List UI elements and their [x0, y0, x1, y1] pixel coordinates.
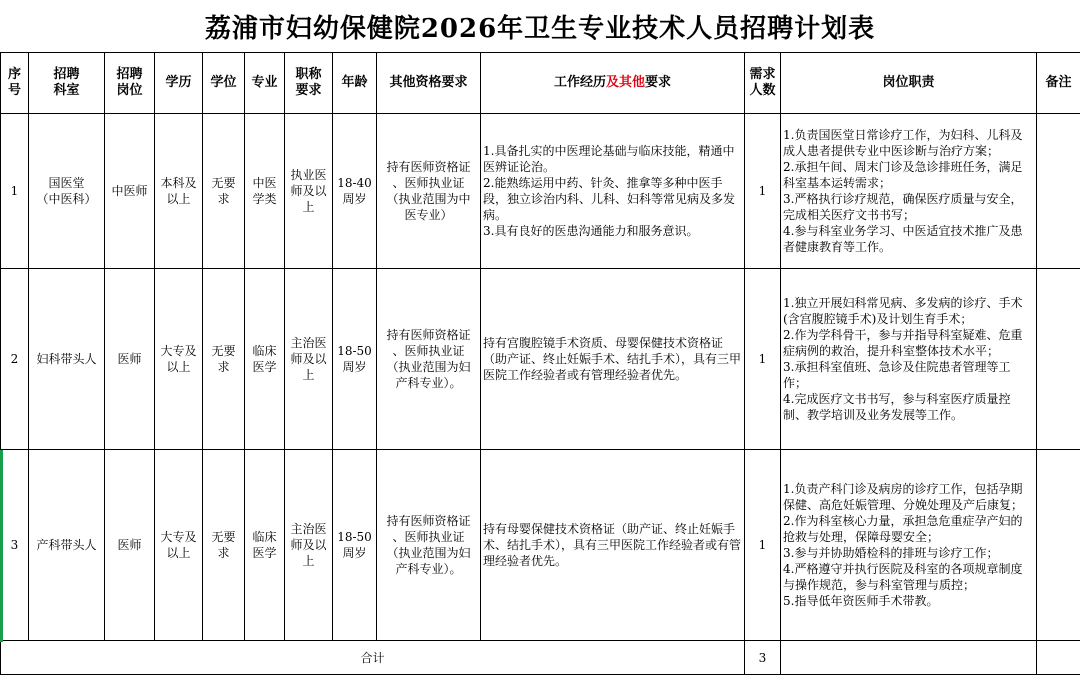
cell-edu: 大专及 以上: [155, 450, 203, 641]
cell-count: 1: [745, 269, 781, 450]
header-exp: [481, 53, 745, 114]
cell-dept: 产科带头人: [29, 450, 105, 641]
header-exp-a: 工作经历: [553, 75, 606, 90]
cell-qual: 持有医师资格证 、医师执业证 （执业范围为妇 产科专业）。: [377, 269, 481, 450]
cell-rank: 执业医 师及以 上: [285, 114, 333, 269]
cell-rank: 主治医 师及以 上: [285, 269, 333, 450]
header-qual: 其他资格要求: [377, 53, 481, 114]
cell-duty: 1.独立开展妇科常见病、多发病的诊疗、手术(含宫腹腔镜手术)及计划生育手术； 2.作为学科骨干，参与并指导科室疑难、危重症病例的救治，提升科室整体技术水平； 3.承担科室值班、急诊及住院患者管理等工作； 4.完成医疗文书书写，参与科室医疗质量控制、教学培训及业务发展等工作。: [781, 269, 1037, 450]
header-rank: 职称 要求: [285, 53, 333, 114]
cell-rank: 主治医 师及以 上: [285, 450, 333, 641]
cell-exp: 持有母婴保健技术资格证（助产证、终止妊娠手术、结扎手术），具有三甲医院工作经验者或有管理经验者优先。: [481, 450, 745, 641]
cell-duty: 1.负责国医堂日常诊疗工作，为妇科、儿科及成人患者提供专业中医诊断与治疗方案； 2.承担午间、周末门诊及急诊排班任务，满足科室基本运转需求； 3.严格执行诊疗规范，确保医疗质量与安全，完成相关医疗文书书写； 4.参与科室业务学习、中医适宜技术推广及患者健康教育等工作。: [781, 114, 1037, 269]
header-edu: 学历: [155, 53, 203, 114]
cell-exp: 1.具备扎实的中医理论基础与临床技能，精通中医辨证论治。 2.能熟练运用中药、针灸、推拿等多种中医手段，独立诊治内科、儿科、妇科等常见病及多发病。 3.具有良好的医患沟通能力和服务意识。: [481, 114, 745, 269]
header-degree: 学位: [203, 53, 245, 114]
cell-post: 医师: [105, 450, 155, 641]
cell-exp: 持有宫腹腔镜手术资质、母婴保健技术资格证（助产证、终止妊娠手术、结扎手术），具有三甲医院工作经验者或有管理经验者优先。: [481, 269, 745, 450]
cell-post: 医师: [105, 269, 155, 450]
recruitment-table: [0, 52, 1080, 675]
cell-age: 18-50 周岁: [333, 450, 377, 641]
total-count: 3: [745, 641, 781, 675]
header-duty: 岗位职责: [781, 53, 1037, 114]
cell-degree: 无要 求: [203, 450, 245, 641]
total-label: 合计: [1, 641, 745, 675]
header-seq: 序号: [1, 53, 29, 114]
cell-dept: 国医堂 （中医科）: [29, 114, 105, 269]
cell-qual: 持有医师资格证 、医师执业证 （执业范围为妇 产科专业）。: [377, 450, 481, 641]
header-note: 备注: [1037, 53, 1080, 114]
cell-note: [1037, 450, 1080, 641]
cell-seq: 2: [1, 269, 29, 450]
header-exp-b: 及其他: [605, 75, 645, 90]
cell-age: 18-50 周岁: [333, 269, 377, 450]
cell-age: 18-40 周岁: [333, 114, 377, 269]
cell-count: 1: [745, 114, 781, 269]
header-post: 招聘 岗位: [105, 53, 155, 114]
header-row: [1, 53, 1080, 114]
row-edge-marker: [0, 450, 3, 642]
cell-note: [1037, 114, 1080, 269]
cell-seq: 3: [1, 450, 29, 641]
cell-degree: 无要 求: [203, 114, 245, 269]
table-row: [1, 450, 1080, 641]
cell-major: 临床 医学: [245, 269, 285, 450]
cell-post: 中医师: [105, 114, 155, 269]
cell-count: 1: [745, 450, 781, 641]
cell-dept: 妇科带头人: [29, 269, 105, 450]
cell-seq: 1: [1, 114, 29, 269]
header-count: 需求 人数: [745, 53, 781, 114]
total-row: [1, 641, 1080, 675]
header-exp-c: 要求: [645, 75, 672, 90]
cell-major: 临床 医学: [245, 450, 285, 641]
cell-major: 中医 学类: [245, 114, 285, 269]
table-row: [1, 114, 1080, 269]
page-title: 荔浦市妇幼保健院2026年卫生专业技术人员招聘计划表: [204, 13, 876, 44]
cell-edu: 大专及 以上: [155, 269, 203, 450]
total-note-empty: [1037, 641, 1080, 675]
header-major: 专业: [245, 53, 285, 114]
table-row: [1, 269, 1080, 450]
title-bar: [0, 0, 1080, 52]
cell-qual: 持有医师资格证 、医师执业证 （执业范围为中 医专业）: [377, 114, 481, 269]
cell-degree: 无要 求: [203, 269, 245, 450]
header-dept: 招聘 科室: [29, 53, 105, 114]
cell-edu: 本科及 以上: [155, 114, 203, 269]
total-duty-empty: [781, 641, 1037, 675]
cell-note: [1037, 269, 1080, 450]
cell-duty: 1.负责产科门诊及病房的诊疗工作，包括孕期保健、高危妊娠管理、分娩处理及产后康复； 2.作为科室核心力量，承担急危重症孕产妇的抢救与处理，保障母婴安全； 3.参与并协助婚检科的排班与诊疗工作； 4.严格遵守并执行医院及科室的各项规章制度与操作规范，参与科室管理与质控； 5.指导低年资医师手术带教。: [781, 450, 1037, 641]
header-age: 年龄: [333, 53, 377, 114]
